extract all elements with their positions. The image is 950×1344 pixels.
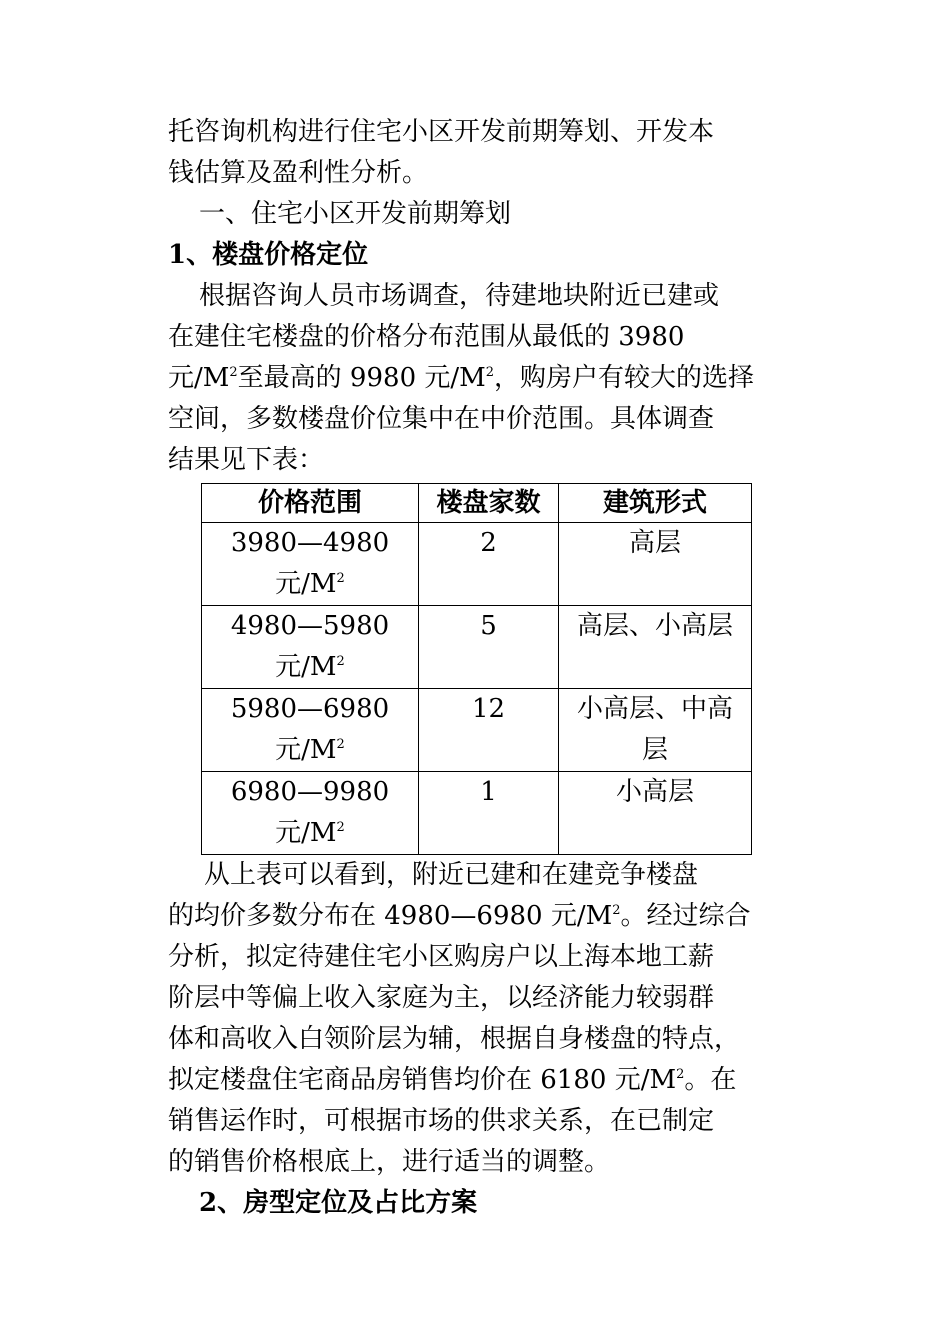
unit-text: 元/M	[275, 818, 337, 848]
text-run: ，购房户有较大的选择	[494, 363, 755, 393]
cell-count: 5	[419, 606, 559, 689]
price-range-table	[201, 483, 752, 855]
paragraph-line	[168, 358, 788, 399]
superscript: 2	[485, 365, 495, 380]
type-text: 层	[641, 735, 668, 765]
text-run: 。在	[684, 1065, 737, 1095]
text-run: 的均价多数分布在 4980—6980 元/M	[168, 901, 613, 931]
unit-text: 元/M	[275, 569, 337, 599]
paragraph-line	[168, 896, 788, 937]
cell-price-range	[202, 606, 419, 689]
heading-unit-type-positioning: 2、房型定位及占比方案	[199, 1188, 478, 1218]
text-run: 元/M	[168, 363, 230, 393]
type-text: 小高层、中高	[576, 694, 733, 724]
superscript: 2	[336, 820, 345, 835]
text-run: 拟定楼盘住宅商品房销售均价在 6180 元/M	[168, 1065, 677, 1095]
paragraph-line: 根据咨询人员市场调查，待建地块附近已建或	[199, 281, 720, 311]
range-unit	[208, 730, 412, 771]
superscript: 2	[336, 571, 345, 586]
cell-price-range	[202, 689, 419, 772]
cell-building-type	[559, 689, 752, 772]
paragraph-line: 托咨询机构进行住宅小区开发前期筹划、开发本	[168, 117, 715, 147]
header-building-type: 建筑形式	[559, 484, 752, 523]
paragraph-line: 空间，多数楼盘价位集中在中价范围。具体调查	[168, 404, 715, 434]
unit-text: 元/M	[275, 652, 337, 682]
table-row	[202, 606, 752, 689]
paragraph-line: 结果见下表：	[168, 445, 325, 475]
paragraph-line	[168, 1060, 788, 1101]
paragraph-line: 钱估算及盈利性分析。	[168, 158, 429, 188]
paragraph-line: 分析，拟定待建住宅小区购房户以上海本地工薪	[168, 942, 715, 972]
document-page	[168, 112, 788, 1224]
superscript: 2	[676, 1067, 685, 1082]
heading-price-positioning: 1、楼盘价格定位	[168, 240, 369, 270]
paragraph-line: 的销售价格根底上，进行适当的调整。	[168, 1147, 611, 1177]
paragraph-line: 体和高收入白领阶层为辅，根据自身楼盘的特点，	[168, 1024, 741, 1054]
paragraph-line: 销售运作时，可根据市场的供求关系，在已制定	[168, 1106, 715, 1136]
cell-count: 2	[419, 523, 559, 606]
cell-price-range	[202, 523, 419, 606]
type-text: 高层	[628, 528, 681, 558]
table-row	[202, 772, 752, 855]
type-text: 小高层	[615, 777, 694, 807]
cell-building-type	[559, 523, 752, 606]
cell-building-type	[559, 606, 752, 689]
paragraph-line: 从上表可以看到，附近已建和在建竞争楼盘	[204, 860, 699, 890]
range-unit	[208, 647, 412, 688]
text-run: 。经过综合	[620, 901, 751, 931]
superscript: 2	[612, 903, 621, 918]
range-unit	[208, 813, 412, 854]
range-text: 3980—4980	[230, 528, 390, 558]
text-run: 至最高的 9980 元/M	[237, 363, 486, 393]
type-text: 高层、小高层	[576, 611, 733, 641]
superscript: 2	[229, 365, 238, 380]
paragraph-line: 在建住宅楼盘的价格分布范围从最低的 3980	[168, 322, 685, 352]
table-row	[202, 523, 752, 606]
superscript: 2	[336, 654, 345, 669]
paragraph-line: 阶层中等偏上收入家庭为主，以经济能力较弱群	[168, 983, 715, 1013]
range-text: 6980—9980	[230, 777, 390, 807]
cell-count: 12	[419, 689, 559, 772]
header-price-range: 价格范围	[202, 484, 419, 523]
range-unit	[208, 564, 412, 605]
unit-text: 元/M	[275, 735, 337, 765]
cell-price-range	[202, 772, 419, 855]
header-project-count: 楼盘家数	[419, 484, 559, 523]
cell-count: 1	[419, 772, 559, 855]
section-title: 一、住宅小区开发前期筹划	[199, 199, 512, 229]
range-text: 4980—5980	[230, 611, 390, 641]
superscript: 2	[336, 737, 345, 752]
table-row	[202, 689, 752, 772]
cell-building-type	[559, 772, 752, 855]
range-text: 5980—6980	[230, 694, 390, 724]
table-header-row	[202, 484, 752, 523]
